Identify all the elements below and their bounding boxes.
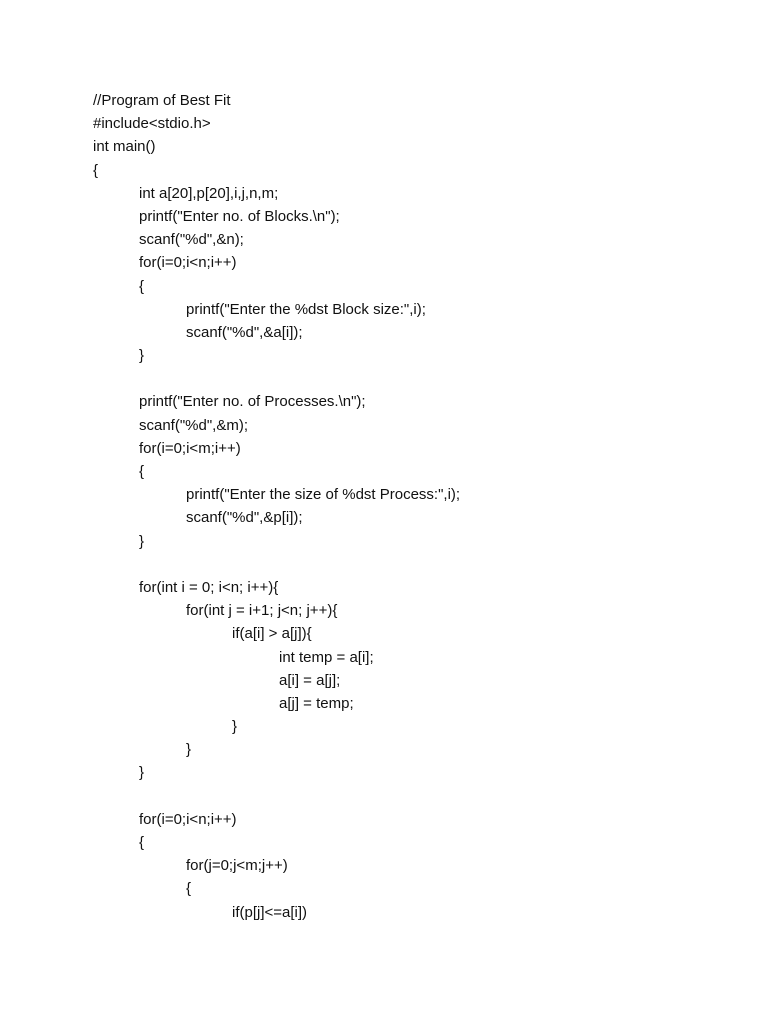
code-line: printf("Enter the %dst Block size:",i); [186, 300, 426, 318]
code-line: if(a[i] > a[j]){ [232, 625, 312, 643]
code-line: } [232, 718, 238, 736]
code-line: for(int i = 0; i<n; i++){ [139, 578, 279, 596]
code-line [93, 785, 460, 808]
code-line: scanf("%d",&p[i]); [186, 509, 303, 527]
code-line: scanf("%d",&n); [139, 231, 244, 249]
code-line: } [139, 532, 145, 550]
code-line: { [139, 277, 145, 295]
code-line: scanf("%d",&m); [139, 416, 249, 434]
code-line: printf("Enter no. of Processes.\n"); [139, 393, 366, 411]
code-line: } [186, 741, 192, 759]
code-line: a[j] = temp; [279, 694, 354, 712]
code-line: //Program of Best Fit [93, 92, 231, 109]
code-line: { [139, 463, 145, 480]
code-line: int main() [93, 138, 156, 156]
code-line: scanf("%d",&a[i]); [186, 323, 303, 341]
code-line: } [139, 347, 145, 365]
code-line: #include<stdio.h> [93, 115, 211, 133]
code-line: } [139, 764, 145, 782]
code-listing [93, 89, 460, 924]
code-line: if(p[j]<=a[i]) [232, 903, 308, 921]
code-line: { [93, 161, 99, 179]
code-line: printf("Enter the size of %dst Process:",i); [186, 486, 461, 504]
code-line: for(i=0;i<n;i++) [139, 254, 237, 272]
code-line: for(int j = i+1; j<n; j++){ [186, 602, 338, 620]
code-line: for(i=0;i<n;i++) [139, 810, 237, 828]
code-line: { [139, 834, 145, 851]
code-line: for(i=0;i<m;i++) [139, 439, 241, 457]
code-line [93, 553, 460, 576]
code-line: { [186, 880, 192, 898]
code-line: int a[20],p[20],i,j,n,m; [139, 184, 279, 202]
code-line: a[i] = a[j]; [279, 671, 341, 689]
code-line: printf("Enter no. of Blocks.\n"); [139, 207, 340, 225]
code-line [93, 367, 460, 390]
code-line: int temp = a[i]; [279, 648, 374, 666]
code-line: for(j=0;j<m;j++) [186, 857, 288, 875]
